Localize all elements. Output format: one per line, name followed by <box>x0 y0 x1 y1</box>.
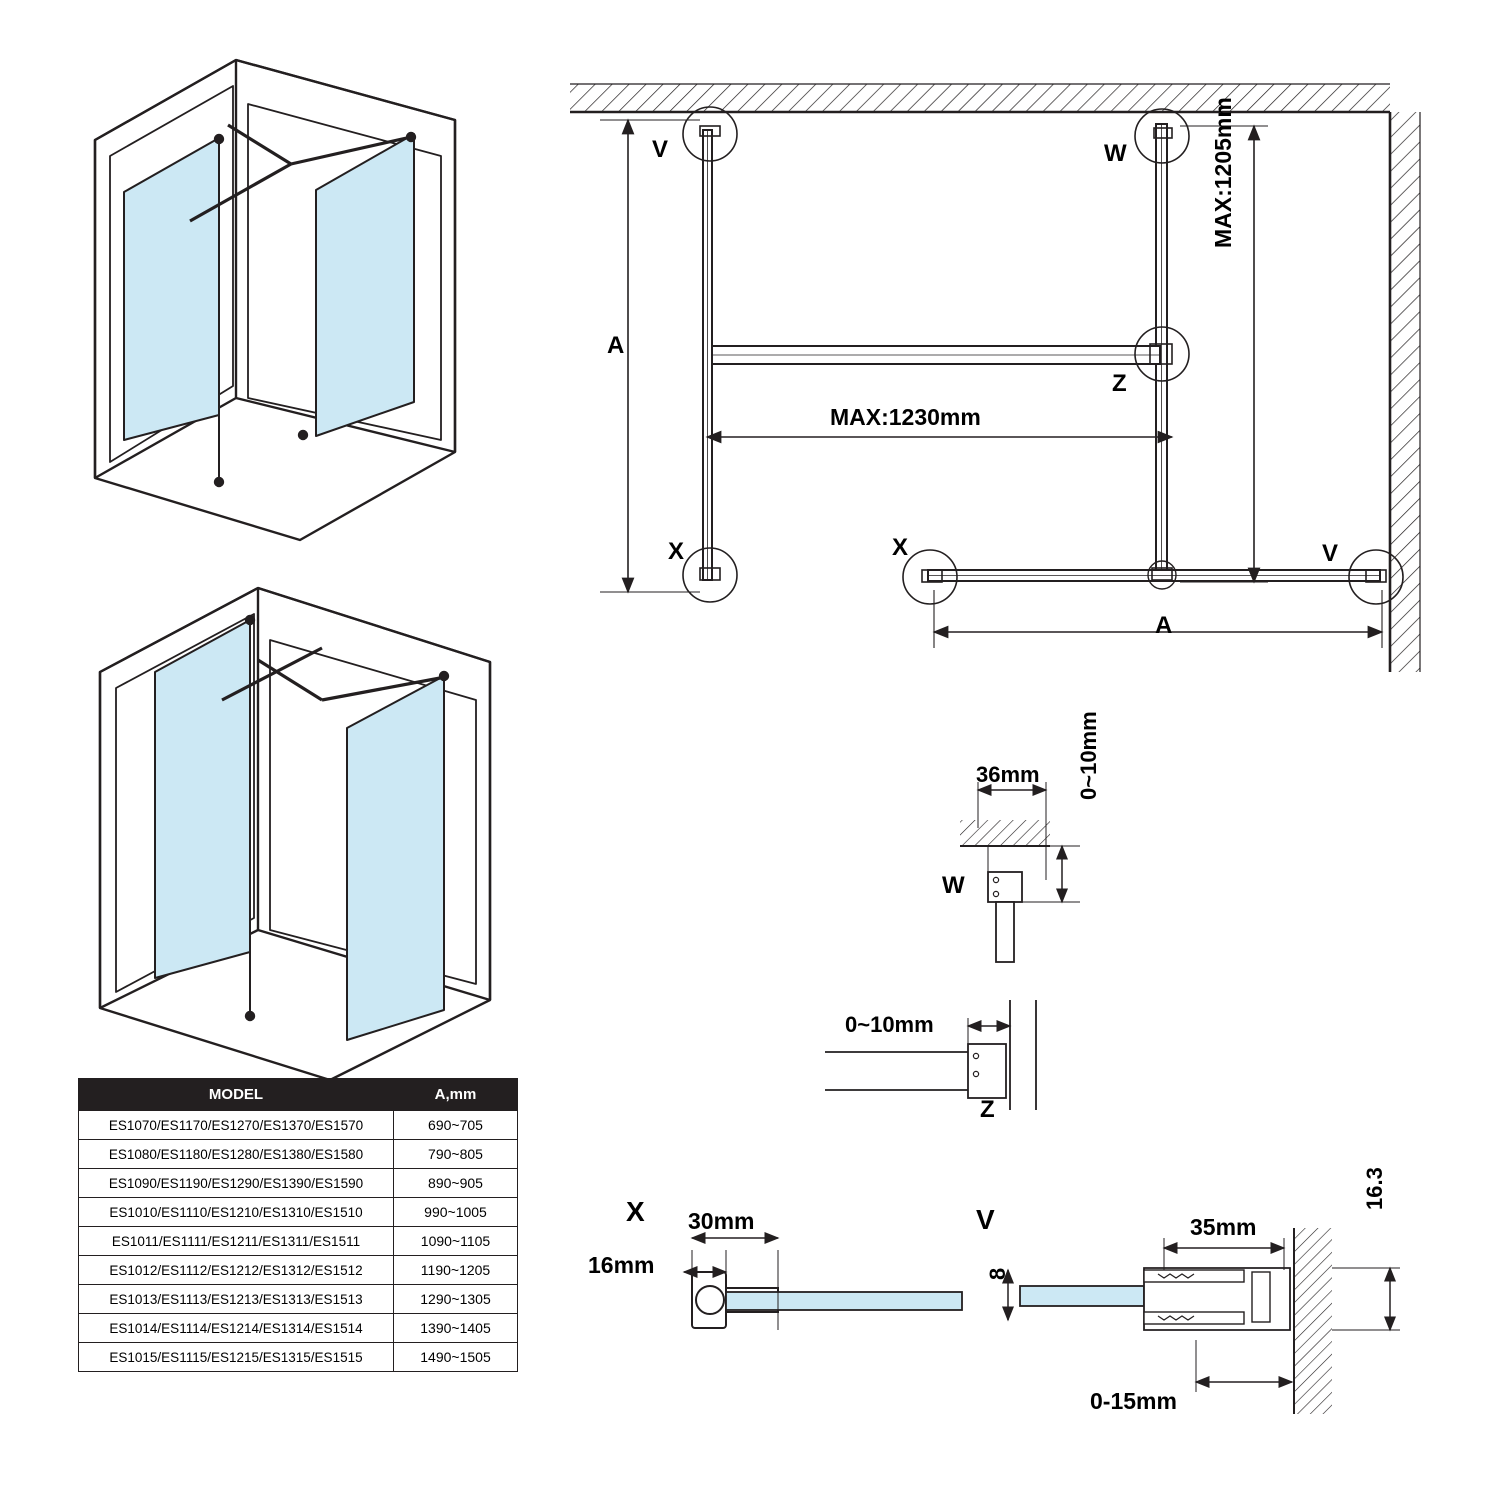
cell-model: ES1070/ES1170/ES1270/ES1370/ES1570 <box>79 1111 394 1140</box>
table-header-row <box>79 1079 518 1111</box>
table-row <box>79 1111 518 1140</box>
detail-v <box>1008 1228 1400 1414</box>
callout-z: Z <box>1112 370 1127 397</box>
cell-model: ES1013/ES1113/ES1213/ES1313/ES1513 <box>79 1285 394 1314</box>
dim-x-height: 16mm <box>588 1252 655 1278</box>
cell-model: ES1015/ES1115/ES1215/ES1315/ES1515 <box>79 1343 394 1372</box>
dim-v-adjust: 0-15mm <box>1090 1388 1177 1414</box>
dim-z-gap: 0~10mm <box>845 1012 934 1037</box>
dim-w-width: 36mm <box>976 762 1040 787</box>
callout-w: W <box>1104 140 1127 167</box>
dim-v-thickness: 8 <box>985 1267 1010 1280</box>
cell-model: ES1080/ES1180/ES1280/ES1380/ES1580 <box>79 1140 394 1169</box>
cell-a: 1290~1305 <box>394 1285 518 1314</box>
cell-a: 690~705 <box>394 1111 518 1140</box>
table-row <box>79 1314 518 1343</box>
table-row <box>79 1140 518 1169</box>
callout-x-bottom: X <box>892 534 909 561</box>
cell-model: ES1090/ES1190/ES1290/ES1390/ES1590 <box>79 1169 394 1198</box>
table-row <box>79 1256 518 1285</box>
dim-a-vertical: A <box>607 332 625 359</box>
cell-a: 1490~1505 <box>394 1343 518 1372</box>
table-row <box>79 1285 518 1314</box>
dim-max-width: MAX:1230mm <box>830 404 981 430</box>
dim-x-width: 30mm <box>688 1208 755 1234</box>
detail-v-label: V <box>976 1204 995 1235</box>
table-row <box>79 1343 518 1372</box>
plan-view <box>570 84 1420 672</box>
table-row <box>79 1169 518 1198</box>
detail-w-label: W <box>942 872 965 899</box>
dim-v-height: 16.3 <box>1362 1167 1387 1210</box>
iso-view-top <box>95 60 455 540</box>
cell-model: ES1011/ES1111/ES1211/ES1311/ES1511 <box>79 1227 394 1256</box>
cell-model: ES1012/ES1112/ES1212/ES1312/ES1512 <box>79 1256 394 1285</box>
cell-model: ES1010/ES1110/ES1210/ES1310/ES1510 <box>79 1198 394 1227</box>
dim-max-depth: MAX:1205mm <box>1210 97 1236 248</box>
callout-v-top: V <box>652 136 669 163</box>
cell-a: 1190~1205 <box>394 1256 518 1285</box>
model-table <box>78 1078 518 1372</box>
table-row <box>79 1227 518 1256</box>
dim-v-width: 35mm <box>1190 1214 1257 1240</box>
table-header-a: A,mm <box>394 1079 518 1111</box>
callout-x-left: X <box>668 538 685 565</box>
cell-a: 1090~1105 <box>394 1227 518 1256</box>
cell-a: 790~805 <box>394 1140 518 1169</box>
cell-model: ES1014/ES1114/ES1214/ES1314/ES1514 <box>79 1314 394 1343</box>
table-header-model: MODEL <box>79 1079 394 1111</box>
cell-a: 890~905 <box>394 1169 518 1198</box>
dim-w-gap: 0~10mm <box>1076 711 1101 800</box>
detail-x <box>684 1238 962 1330</box>
detail-x-label: X <box>626 1196 645 1227</box>
iso-view-bottom <box>100 588 490 1080</box>
table-row <box>79 1198 518 1227</box>
cell-a: 1390~1405 <box>394 1314 518 1343</box>
detail-z-label: Z <box>980 1096 995 1123</box>
cell-a: 990~1005 <box>394 1198 518 1227</box>
dim-a-horizontal: A <box>1155 612 1173 639</box>
callout-v-bottom: V <box>1322 540 1339 567</box>
detail-w <box>960 782 1080 962</box>
